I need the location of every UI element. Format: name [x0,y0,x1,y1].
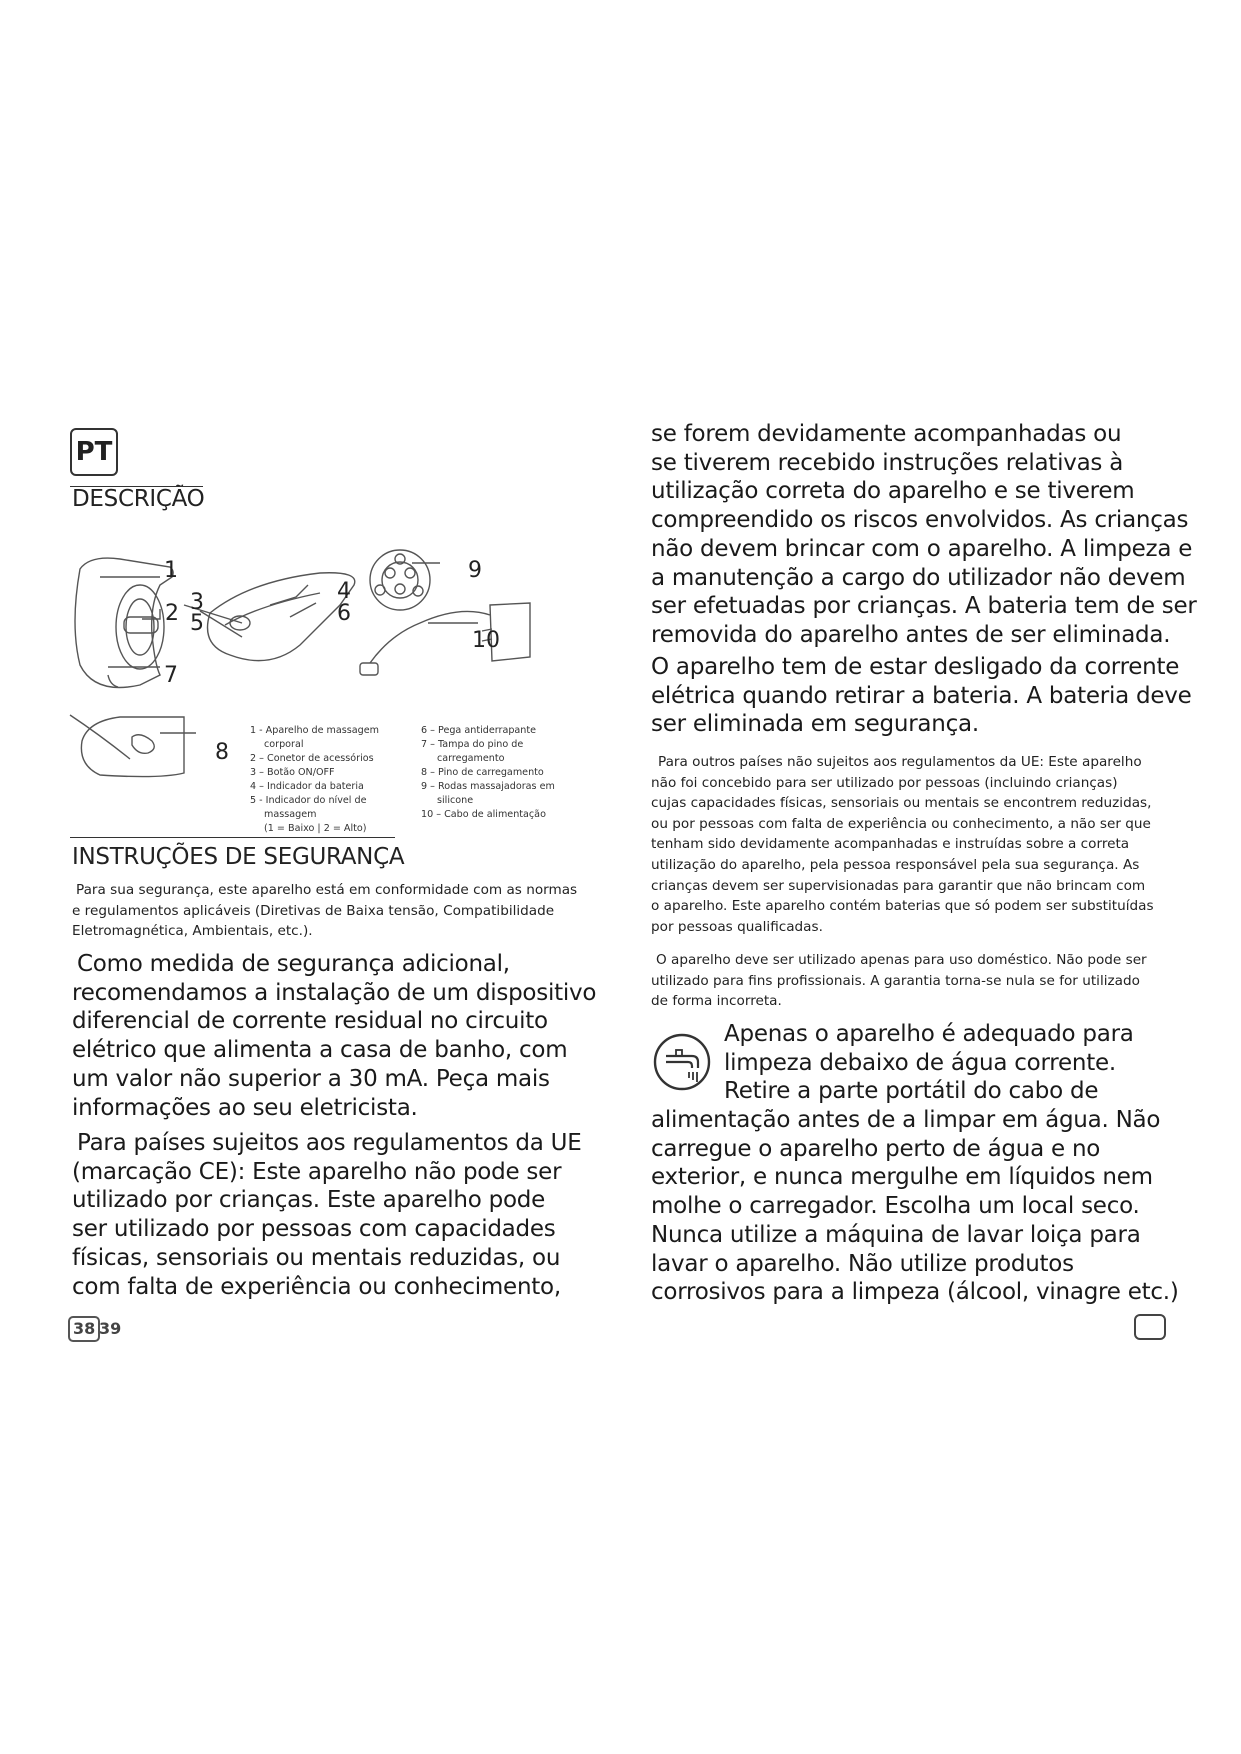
callout-4: 4 [337,579,351,604]
text-line: ou por pessoas com falta de experiência ou conhecimento, a não ser que [651,815,1151,832]
callout-7: 7 [164,663,178,688]
callout-9: 9 [468,558,482,583]
text-line: ser eliminada em segurança. [651,711,979,738]
text-line: compreendido os riscos envolvidos. As crianças [651,507,1189,534]
text-line: exterior, e nunca mergulhe em líquidos nem [651,1164,1153,1191]
text-line: O aparelho tem de estar desligado da corrente [651,654,1180,680]
text-line: não devem brincar com o aparelho. A limpeza e [651,535,1193,562]
continued-paragraph [651,420,1211,650]
callout-2: 2 [165,601,179,626]
legend-item: silicone [437,795,474,806]
text-line: informações ao seu eletricista. [72,1094,418,1121]
legend-item: 10 – Cabo de alimentação [421,809,546,820]
massager-head-drawing [116,585,164,669]
callout-3: 3 [190,590,204,615]
rcd-paragraph [72,950,602,1122]
text-line: um valor não superior a 30 mA. Peça mais [72,1065,550,1092]
callout-8: 8 [215,740,229,765]
legend-left [250,724,379,836]
battery-paragraph [651,653,1211,739]
text-line: Como medida de segurança adicional, [77,951,510,977]
eu-paragraph [72,1129,602,1301]
page-number-left: 38 [68,1316,100,1342]
callout-5: 5 [190,611,204,636]
legend-item: 4 – Indicador da bateria [250,781,364,792]
text-line: O aparelho deve ser utilizado apenas para uso doméstico. Não pode ser [656,952,1147,968]
callout-1: 1 [164,558,178,583]
legend-item: massagem [264,809,317,820]
safety-title: INSTRUÇÕES DE SEGURANÇA [72,844,405,870]
text-line: removida do aparelho antes de ser eliminada. [651,621,1171,648]
legend-item: 6 – Pega antiderrapante [421,725,537,736]
page-number-right-label: 39 [99,1319,122,1338]
running-water-icon [652,1032,712,1092]
text-line: limpeza debaixo de água corrente. [724,1049,1116,1076]
silicone-wheels-drawing [370,550,430,610]
text-line: o aparelho. Este aparelho contém baterias que só podem ser substituídas [651,898,1154,915]
text-line: utilização correta do aparelho e se tiverem [651,478,1135,505]
text-line: Para sua segurança, este aparelho está em conformidade com as normas [76,882,578,898]
text-line: de forma incorreta. [651,993,782,1010]
legend-item: carregamento [437,753,505,764]
safety-rule [70,837,395,838]
text-line: utilização do aparelho, pela pessoa responsável pela sua segurança. As [651,856,1140,873]
legend-item: (1 = Baixo | 2 = Alto) [264,823,367,834]
text-line: utilizado por crianças. Este aparelho pode [72,1187,546,1214]
text-line: Nunca utilize a máquina de lavar loiça para [651,1221,1141,1248]
text-line: se forem devidamente acompanhadas ou [651,421,1122,447]
text-line: tenham sido devidamente acompanhadas e instruídas sobre a correta [651,836,1130,853]
text-line: Para países sujeitos aos regulamentos da UE [77,1130,582,1156]
text-line: corrosivos para a limpeza (álcool, vinagre etc.) [651,1279,1179,1306]
legend-right [421,724,555,822]
text-line: por pessoas qualificadas. [651,918,823,935]
callout-6: 6 [337,601,351,626]
language-badge: PT [70,428,118,476]
callout-10: 10 [472,628,500,653]
legend-item: 5 - Indicador do nível de [250,795,367,806]
text-line: físicas, sensoriais ou mentais reduzidas, ou [72,1244,561,1271]
text-line: alimentação antes de a limpar em água. Não [651,1107,1161,1133]
text-line: recomendamos a instalação de um dispositivo [72,979,597,1006]
text-line: cujas capacidades físicas, sensoriais ou mentais se encontrem reduzidas, [651,795,1152,812]
text-line: Apenas o aparelho é adequado para [724,1021,1134,1047]
text-line: elétrico que alimenta a casa de banho, com [72,1037,568,1064]
domestic-use-paragraph [651,950,1173,1012]
text-line: não foi concebido para ser utilizado por pessoas (incluindo crianças) [651,774,1118,791]
descricao-title: DESCRIÇÃO [72,486,205,512]
page-number-box-right [1134,1314,1166,1340]
legend-item: 3 – Botão ON/OFF [250,767,335,778]
legend-item: 2 – Conetor de acessórios [250,753,374,764]
massager-handle-drawing [208,573,355,661]
water-paragraph-indented [724,1020,1204,1106]
text-line: crianças devem ser supervisionadas para garantir que não brincam com [651,877,1146,894]
text-line: Retire a parte portátil do cabo de [724,1078,1099,1105]
text-line: elétrica quando retirar a bateria. A bateria deve [651,682,1192,709]
legend-item: 7 – Tampa do pino de [421,739,524,750]
text-line: se tiverem recebido instruções relativas à [651,449,1124,476]
text-line: Eletromagnética, Ambientais, etc.). [72,923,313,940]
legend-item: 9 – Rodas massajadoras em [421,781,555,792]
text-line: utilizado para fins profissionais. A garantia torna-se nula se for utilizado [651,972,1140,989]
text-line: diferencial de corrente residual no circuito [72,1008,548,1035]
text-line: ser efetuadas por crianças. A bateria tem de ser [651,593,1197,620]
text-line: com falta de experiência ou conhecimento, [72,1273,561,1300]
legend-item: 1 - Aparelho de massagem [250,725,379,736]
text-line: (marcação CE): Este aparelho não pode ser [72,1158,562,1185]
text-line: molhe o carregador. Escolha um local seco. [651,1193,1140,1220]
text-line: e regulamentos aplicáveis (Diretivas de Baixa tensão, Compatibilidade [72,902,555,919]
text-line: carregue o aparelho perto de água e no [651,1135,1101,1162]
legend-item: 8 – Pino de carregamento [421,767,544,778]
text-line: lavar o aparelho. Não utilize produtos [651,1250,1074,1277]
text-line: ser utilizado por pessoas com capacidades [72,1216,556,1243]
text-line: Para outros países não sujeitos aos regulamentos da UE: Este aparelho [658,754,1142,770]
text-line: a manutenção a cargo do utilizador não devem [651,564,1186,591]
descricao-rule [70,486,203,487]
non-eu-paragraph [651,752,1173,937]
safety-intro [72,880,589,942]
legend-item: corporal [264,739,304,750]
water-paragraph [651,1106,1211,1307]
